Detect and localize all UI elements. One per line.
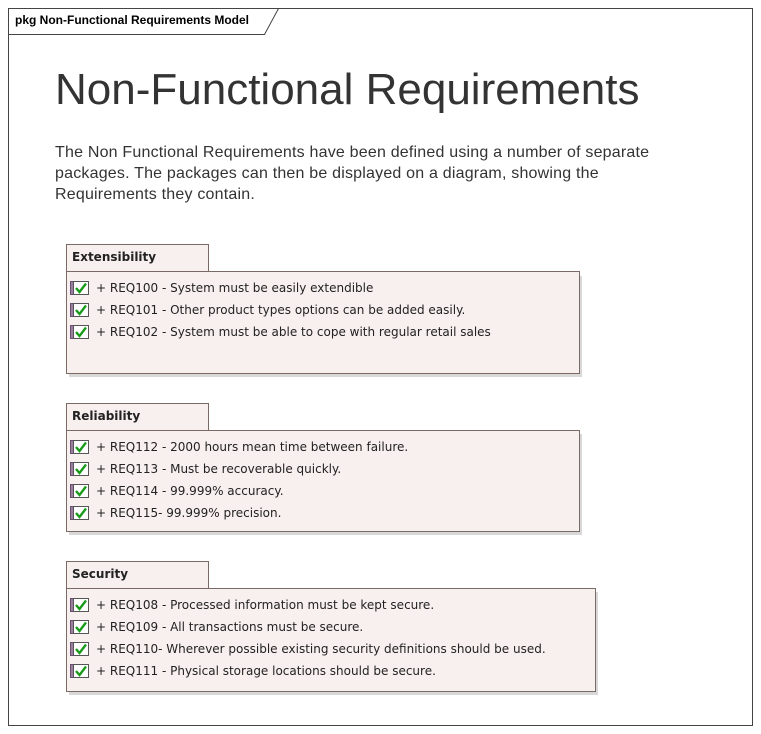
requirement-text: + REQ113 - Must be recoverable quickly. (96, 462, 342, 476)
package-tab-extensibility[interactable]: Extensibility (66, 244, 209, 272)
requirement-text: + REQ101 - Other product types options can be added easily. (96, 303, 466, 317)
requirement-check-icon (70, 663, 90, 679)
requirement-text: + REQ108 - Processed information must be kept secure. (96, 598, 435, 612)
requirement-text: + REQ111 - Physical storage locations should be secure. (96, 664, 436, 678)
description-text: The Non Functional Requirements have been defined using a number of separate packages. The packages can then be displayed on a diagram, showing the Requirements they contain. (55, 144, 650, 203)
requirement-item[interactable] (67, 458, 579, 480)
requirement-check-icon (70, 439, 90, 455)
requirement-item[interactable] (67, 277, 579, 299)
requirement-item[interactable] (67, 436, 579, 458)
requirement-item[interactable] (67, 502, 579, 524)
requirement-check-icon (70, 461, 90, 477)
package-tab-security[interactable]: Security (66, 561, 209, 589)
requirement-text: + REQ109 - All transactions must be secure. (96, 620, 364, 634)
requirement-item[interactable] (67, 638, 595, 660)
requirement-check-icon (70, 280, 90, 296)
requirement-text: + REQ115- 99.999% precision. (96, 506, 282, 520)
requirement-item[interactable] (67, 594, 595, 616)
package-tab-reliability[interactable]: Reliability (66, 403, 209, 431)
requirement-check-icon (70, 483, 90, 499)
requirement-check-icon (70, 302, 90, 318)
package-body-extensibility[interactable] (66, 271, 580, 374)
frame-tab (8, 8, 278, 34)
requirement-text: + REQ114 - 99.999% accuracy. (96, 484, 284, 498)
package-body-security[interactable] (66, 588, 596, 692)
requirement-check-icon (70, 597, 90, 613)
requirement-check-icon (70, 324, 90, 340)
frame-label: pkg Non-Functional Requirements Model (15, 13, 250, 27)
requirement-check-icon (70, 641, 90, 657)
requirement-text: + REQ110- Wherever possible existing security definitions should be used. (96, 642, 546, 656)
package-body-reliability[interactable] (66, 430, 580, 532)
requirement-item[interactable] (67, 480, 579, 502)
requirement-text: + REQ102 - System must be able to cope with regular retail sales (96, 325, 491, 339)
requirement-item[interactable] (67, 299, 579, 321)
requirement-check-icon (70, 619, 90, 635)
requirement-text: + REQ112 - 2000 hours mean time between failure. (96, 440, 409, 454)
requirement-item[interactable] (67, 616, 595, 638)
requirement-item[interactable] (67, 660, 595, 682)
requirement-check-icon (70, 505, 90, 521)
requirement-text: + REQ100 - System must be easily extendible (96, 281, 374, 295)
page-title: Non-Functional Requirements (55, 65, 640, 114)
requirement-item[interactable] (67, 321, 579, 343)
